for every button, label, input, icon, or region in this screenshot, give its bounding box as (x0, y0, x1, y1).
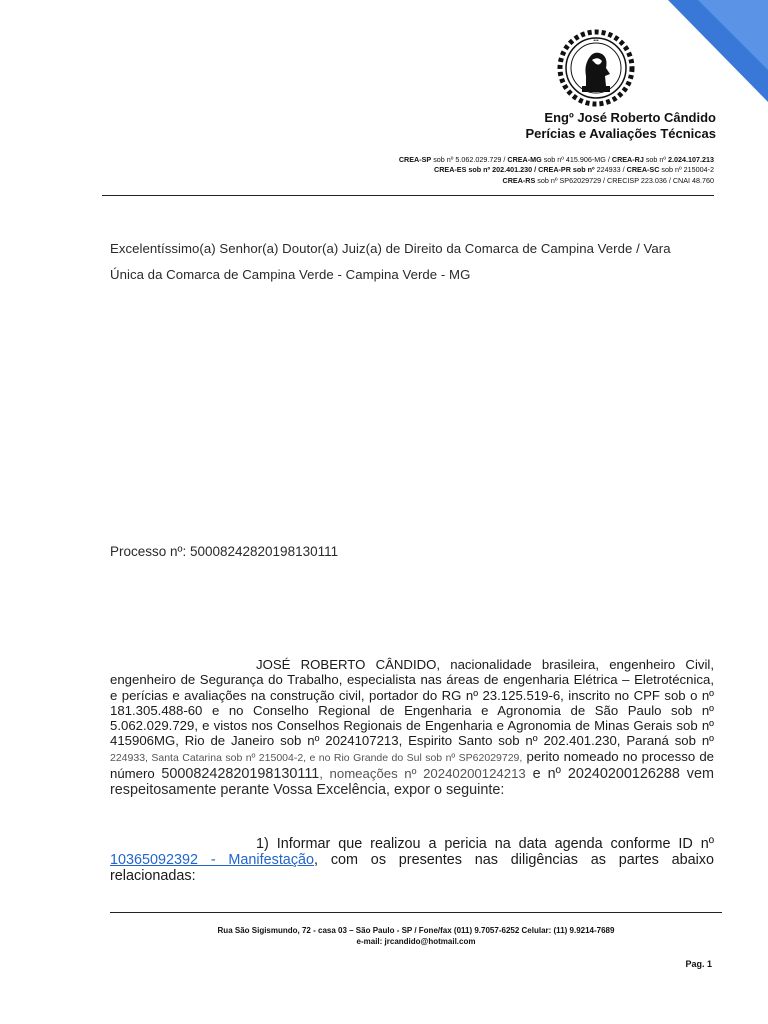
engineering-seal-icon (556, 28, 636, 108)
process-number: Processo nº: 50008242820198130111 (110, 544, 339, 559)
footer-divider (110, 912, 722, 913)
introduction-paragraph: JOSÉ ROBERTO CÂNDIDO, nacionalidade brasileira, engenheiro Civil, engenheiro de Segurança do Trabalho, especialista nas áreas de engenharia Elétrica – Eletrotécnica, e perícias e avaliações na construção civil, portador do RG nº 23.125.519-6, inscrito no CPF sob o nº 181.305.488-60 e no Conselho Regional de Engenharia e Agronomia de São Paulo sob nº 5.062.029.729, e vistos nos Conselhos Regionais de Engenharia e Agronomia de Minas Gerais sob nº 415906MG, Rio de Janeiro sob nº 2024107213, Espirito Santo sob nº 202.401.230, Paraná sob nº 224933, Santa Catarina sob nº 215004-2, e no Rio Grande do Sul sob nº SP62029729, perito nomeado no processo de número 50008242820198130111, nomeações nº 20240200124213 e nº 20240200126288 vem respeitosamente perante Vossa Excelência, expor o seguinte: (110, 657, 714, 799)
registration-line-3: CREA-RS sob nº SP62029729 / CRECISP 223.036 / CNAI 48.760 (502, 176, 714, 185)
address-line-1: Excelentíssimo(a) Senhor(a) Doutor(a) Juiz(a) de Direito da Comarca de Campina Verde / Vara (110, 241, 671, 256)
registration-line-1: CREA-SP sob nº 5.062.029.729 / CREA-MG sob nº 415.906-MG / CREA-RJ sob nº 2.024.107.213 (398, 155, 714, 164)
footer-email: e-mail: jrcandido@hotmail.com (356, 937, 476, 946)
footer-address: Rua São Sigismundo, 72 - casa 03 – São Paulo - SP / Fone/fax (011) 9.7057-6252 Celular: (11) 9.9214-7689 (217, 926, 615, 935)
engineer-subtitle: Perícias e Avaliações Técnicas (525, 126, 716, 141)
corner-decoration (668, 0, 768, 102)
svg-text:•••: ••• (593, 38, 599, 44)
item-paragraph: 1) Informar que realizou a pericia na data agenda conforme ID nº 10365092392 - Manifestação, com os presentes nas diligências as partes abaixo relacionadas: (110, 836, 714, 884)
engineer-name: Engº José Roberto Cândido (544, 110, 716, 125)
footer (110, 925, 722, 947)
manifestation-link[interactable]: 10365092392 - Manifestação (110, 852, 315, 868)
registration-line-2: CREA-ES sob nº 202.401.230 / CREA-PR sob nº 224933 / CREA-SC sob nº 215004-2 (434, 165, 714, 174)
court-address (110, 236, 710, 288)
header-divider (102, 195, 714, 196)
address-line-2: Única da Comarca de Campina Verde - Campina Verde - MG (110, 267, 471, 282)
page-number: Pag. 1 (685, 959, 712, 969)
